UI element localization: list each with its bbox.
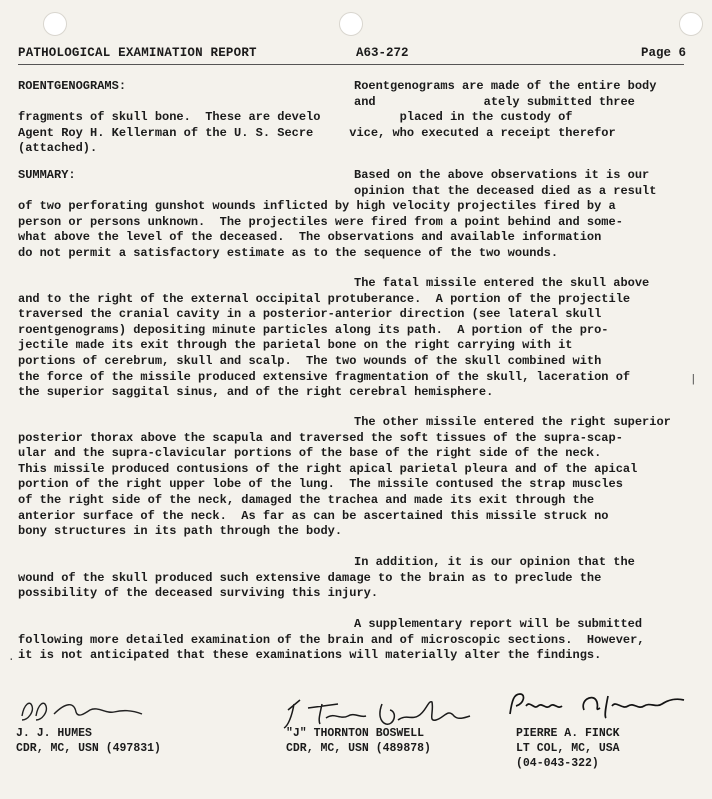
text-line: portion of the right upper lobe of the lung. The missile contused the strap muscles [18,477,623,492]
text-line: of two perforating gunshot wounds inflicted by high velocity projectiles fired by a [18,199,616,214]
text-line: portions of cerebrum, skull and scalp. The two wounds of the skull combined with [18,353,602,368]
text-line: possibility of the deceased surviving this injury. [18,586,379,601]
boswell-name: "J" THORNTON BOSWELL [286,727,425,740]
text-line: fragments of skull bone. These are develo placed in the custody of [18,110,573,125]
text-line: In addition, it is our opinion that the [354,555,635,569]
text-line: the superior saggital sinus, and of the right cerebral hemisphere. [18,385,494,400]
margin-mark: . [8,652,15,664]
summary-paragraph-2 [18,276,682,401]
finck-name: PIERRE A. FINCK [516,727,620,740]
text-line: Agent Roy H. Kellerman of the U. S. Secre vice, who executed a receipt therefor [18,125,616,140]
text-line: ular and the supra-clavicular portions of the base of the right side of the neck. [18,446,602,461]
text-line: what above the level of the deceased. The observations and available information [18,230,602,245]
text-line: roentgenograms) depositing minute particles along its path. A portion of the pro- [18,322,609,337]
summary-paragraph-3 [18,415,682,540]
text-line: posterior thorax above the scapula and traversed the soft tissues of the supra-scap- [18,430,623,445]
header-rule [18,64,684,65]
summary-paragraph-4 [18,555,682,602]
text-line: of the right side of the neck, damaged the trachea and made its exit through the [18,492,595,507]
margin-mark: | [690,374,697,386]
humes-rank: CDR, MC, USN (497831) [16,742,161,755]
text-line: anterior surface of the neck. As far as can be ascertained this missile struck no [18,508,609,523]
roentgenograms-label: ROENTGENOGRAMS: [18,79,127,93]
text-line: following more detailed examination of the brain and of microscopic sections. However, [18,632,645,647]
case-number: A63-272 [356,46,409,60]
text-line: and to the right of the external occipital protuberance. A portion of the projectile [18,291,631,306]
text-line: Based on the above observations it is our [354,168,650,182]
text-line: the force of the missile produced extensive fragmentation of the skull, laceration of [18,369,631,384]
text-line: A supplementary report will be submitted [354,617,643,631]
text-line: person or persons unknown. The projectiles were fired from a point behind and some- [18,214,623,229]
report-title: PATHOLOGICAL EXAMINATION REPORT [18,46,257,60]
text-line: The other missile entered the right superior [354,415,671,429]
text-line: it is not anticipated that these examinations will materially alter the findings. [18,648,602,663]
text-line: bony structures in its path through the body. [18,524,343,539]
text-line: opinion that the deceased died as a result [354,183,657,198]
text-line: jectile made its exit through the parietal bone on the right carrying with it [18,338,573,353]
humes-signature [14,696,154,726]
punch-hole-middle [339,12,363,36]
summary-label: SUMMARY: [18,168,76,182]
humes-name: J. J. HUMES [16,727,92,740]
punch-hole-left [43,12,67,36]
text-line: traversed the cranial cavity in a posterior-anterior direction (see lateral skull [18,307,602,322]
punch-hole-right [679,12,703,36]
text-line: (attached). [18,141,98,156]
summary-paragraph-5 [18,617,682,664]
finck-serial: (04-043-322) [516,757,599,770]
summary-paragraph-1 [18,168,682,262]
roentgenograms-paragraph [18,79,682,157]
text-line: do not permit a satisfactory estimate as to the sequence of the two wounds. [18,245,559,260]
text-line: Roentgenograms are made of the entire body [354,79,657,93]
report-header [18,46,686,64]
boswell-rank: CDR, MC, USN (489878) [286,742,431,755]
finck-signature [500,688,700,724]
finck-rank: LT COL, MC, USA [516,742,620,755]
text-line: This missile produced contusions of the right apical parietal pleura and of the apical [18,461,638,476]
signature-block [0,688,712,788]
text-line: and ately submitted three [354,94,635,109]
text-line: The fatal missile entered the skull above [354,276,650,290]
text-line: wound of the skull produced such extensive damage to the brain as to preclude the [18,570,602,585]
page-number: Page 6 [640,46,686,60]
